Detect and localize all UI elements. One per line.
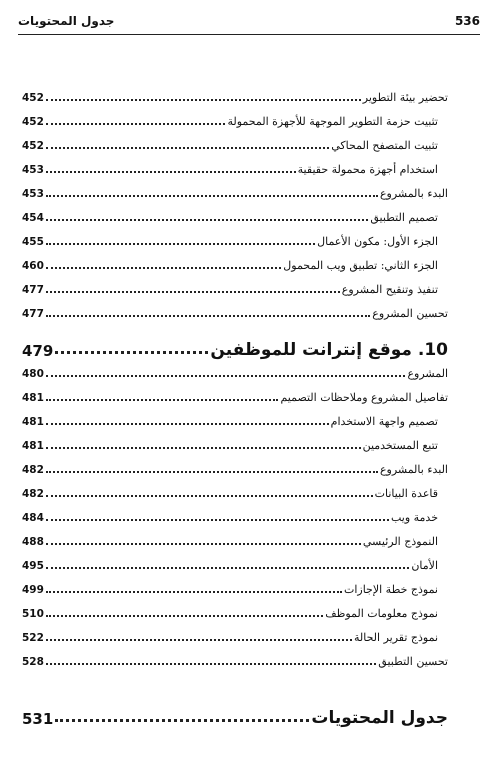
page-number: 536 — [454, 14, 480, 28]
chapter-entry — [22, 700, 448, 728]
toc-page-number: 477 — [22, 284, 44, 296]
dot-leader — [46, 267, 281, 269]
toc-page-number: 528 — [22, 656, 44, 668]
toc-title: تنفيذ وتنقيح المشروع — [341, 283, 438, 296]
dot-leader — [46, 123, 226, 125]
dot-leader — [46, 639, 352, 641]
toc-entry — [22, 230, 448, 248]
toc-entry — [22, 206, 448, 224]
header-rule — [18, 34, 480, 35]
toc-entry — [22, 362, 448, 380]
toc-page-number: 510 — [22, 608, 44, 620]
toc-title: الأمان — [411, 559, 438, 572]
toc-page-number: 482 — [22, 488, 44, 500]
toc-page-number: 495 — [22, 560, 44, 572]
dot-leader — [46, 291, 340, 293]
toc-entry — [22, 626, 448, 644]
toc-entry — [22, 506, 448, 524]
dot-leader — [46, 219, 368, 221]
toc-title: تفاصيل المشروع وملاحظات التصميم — [280, 391, 448, 404]
toc-entry — [22, 482, 448, 500]
toc-page-number: 452 — [22, 140, 44, 152]
toc-page-number: 453 — [22, 188, 44, 200]
toc-entry — [22, 134, 448, 152]
toc-entry — [22, 254, 448, 272]
dot-leader — [46, 471, 378, 473]
toc-page-number: 455 — [22, 236, 44, 248]
toc-page-number: 452 — [22, 116, 44, 128]
toc-page-number: 480 — [22, 368, 44, 380]
dot-leader — [46, 243, 315, 245]
toc-page-number: 522 — [22, 632, 44, 644]
toc-title: جدول المحتويات — [311, 708, 448, 728]
toc-title: المشروع — [407, 367, 448, 380]
dot-leader — [46, 399, 279, 401]
toc-entry — [22, 530, 448, 548]
dot-leader — [55, 719, 309, 722]
toc-entry — [22, 410, 448, 428]
dot-leader — [55, 351, 208, 354]
toc-page-number: 488 — [22, 536, 44, 548]
dot-leader — [46, 99, 361, 101]
dot-leader — [46, 663, 376, 665]
dot-leader — [46, 567, 409, 569]
running-title: جدول المحتويات — [18, 14, 115, 28]
toc-title: نموذج تقرير الحالة — [353, 631, 438, 644]
dot-leader — [46, 315, 370, 317]
toc-entry — [22, 386, 448, 404]
toc-title: نموذج خطة الإجازات — [343, 583, 438, 596]
dot-leader — [46, 423, 329, 425]
toc-title: البدء بالمشروع — [379, 187, 448, 200]
toc-title: نموذج معلومات الموظف — [325, 607, 438, 620]
toc-title: النموذج الرئيسي — [362, 535, 438, 548]
toc-entry — [22, 182, 448, 200]
toc-title: تصميم التطبيق — [370, 211, 438, 224]
toc-page-number: 453 — [22, 164, 44, 176]
toc-entry — [22, 650, 448, 668]
toc-page-number: 482 — [22, 464, 44, 476]
dot-leader — [46, 195, 378, 197]
toc-title: قاعدة البيانات — [374, 487, 438, 500]
dot-leader — [46, 147, 329, 149]
toc-title: خدمة ويب — [390, 511, 438, 524]
toc-title: تثبيت حزمة التطوير الموجهة للأجهزة المحمولة — [227, 115, 438, 128]
dot-leader — [46, 447, 361, 449]
toc-title: تحضير بيئة التطوير — [362, 91, 448, 104]
page-header — [18, 10, 480, 36]
toc-entry — [22, 278, 448, 296]
toc-title: تصميم واجهة الاستخدام — [330, 415, 438, 428]
toc-page-number: 484 — [22, 512, 44, 524]
toc-title: البدء بالمشروع — [379, 463, 448, 476]
toc-title: تتبع المستخدمين — [362, 439, 438, 452]
toc-entry — [22, 578, 448, 596]
toc-page-number: 481 — [22, 416, 44, 428]
dot-leader — [46, 495, 373, 497]
toc-entry — [22, 110, 448, 128]
toc-entry — [22, 302, 448, 320]
toc-page-number: 454 — [22, 212, 44, 224]
toc-entry — [22, 158, 448, 176]
toc-title: الجزء الأول: مكون الأعمال — [317, 235, 438, 248]
toc-page-number: 481 — [22, 440, 44, 452]
toc-entry — [22, 86, 448, 104]
toc-entry — [22, 554, 448, 572]
toc-page-number: 452 — [22, 92, 44, 104]
toc-page-number: 499 — [22, 584, 44, 596]
dot-leader — [46, 375, 406, 377]
dot-leader — [46, 615, 323, 617]
toc-title: استخدام أجهزة محمولة حقيقية — [297, 163, 438, 176]
dot-leader — [46, 591, 342, 593]
toc-title: تثبيت المتصفح المحاكي — [331, 139, 438, 152]
toc-title: الجزء الثاني: تطبيق ويب المحمول — [283, 259, 438, 272]
toc-entry — [22, 434, 448, 452]
toc-page-number: 477 — [22, 308, 44, 320]
dot-leader — [46, 519, 389, 521]
toc-page-number: 460 — [22, 260, 44, 272]
toc-entry — [22, 458, 448, 476]
toc-page-number: 479 — [22, 342, 54, 360]
toc-page-number: 531 — [22, 710, 54, 728]
dot-leader — [46, 543, 361, 545]
toc-page-number: 481 — [22, 392, 44, 404]
toc-title: تحسين التطبيق — [378, 655, 448, 668]
toc-title: تحسين المشروع — [372, 307, 448, 320]
dot-leader — [46, 171, 296, 173]
chapter-entry — [22, 332, 448, 360]
toc-title: 10. موقع إنترانت للموظفين — [210, 340, 448, 360]
toc-entry — [22, 602, 448, 620]
